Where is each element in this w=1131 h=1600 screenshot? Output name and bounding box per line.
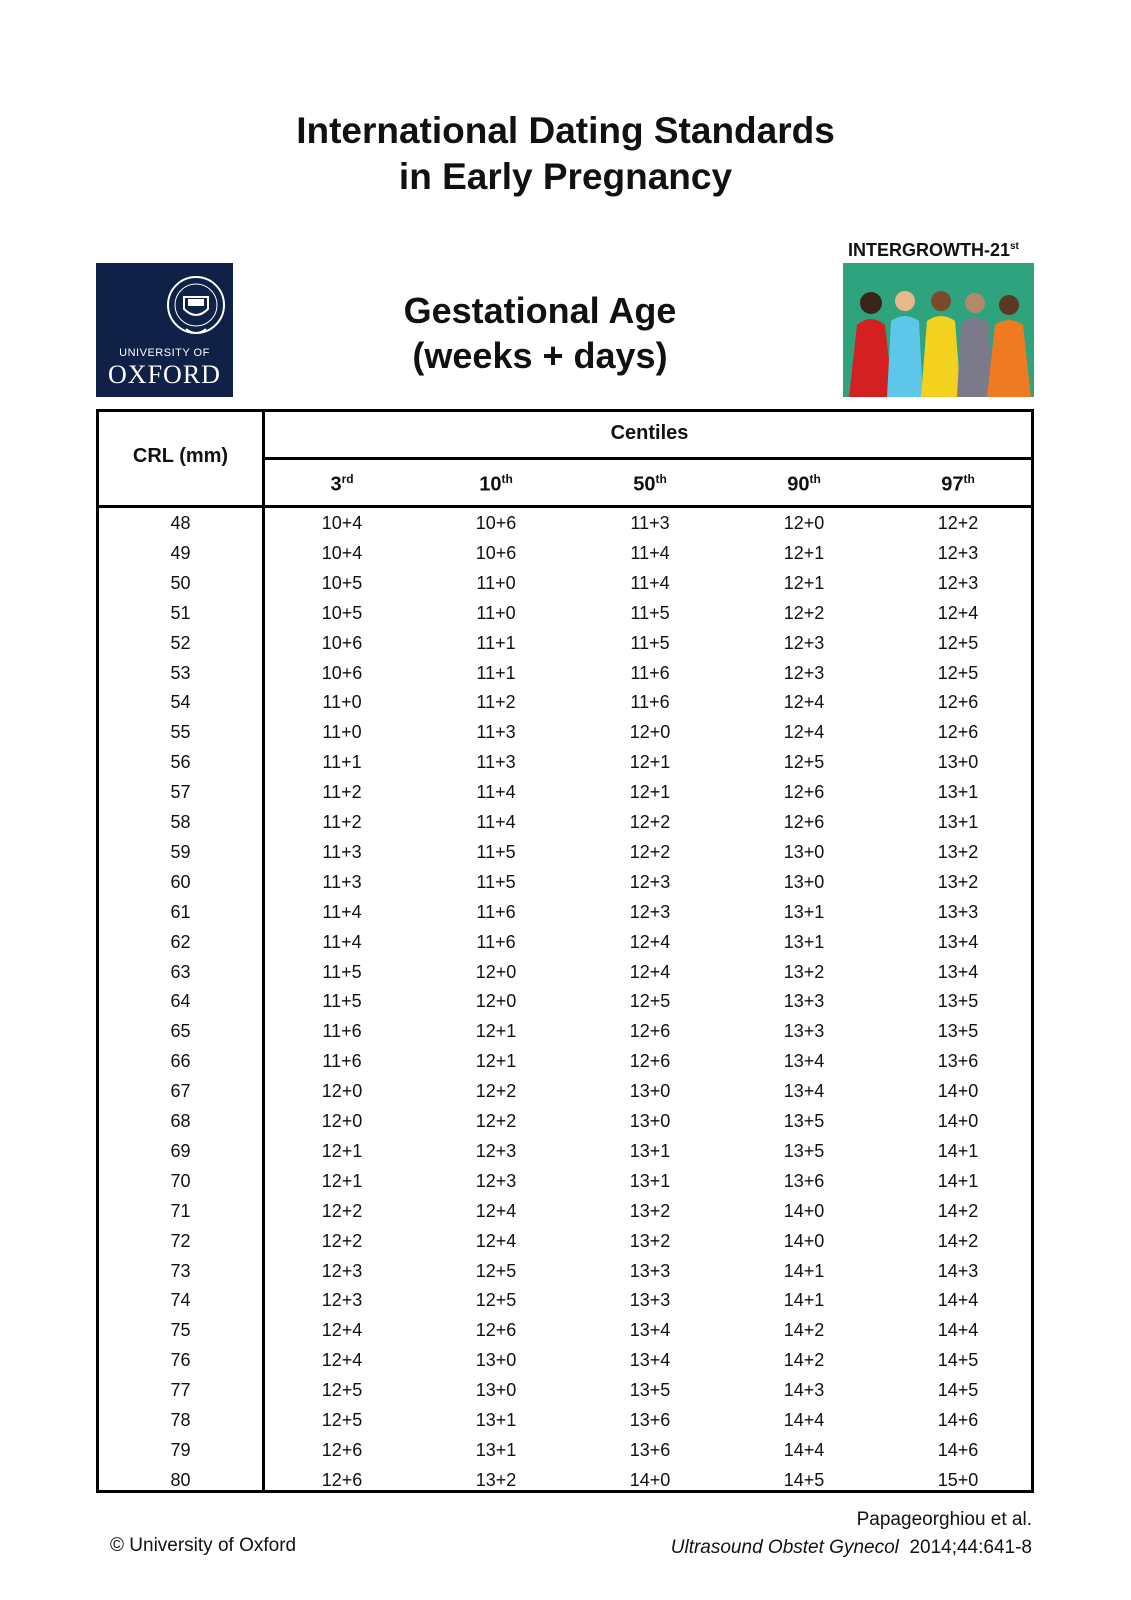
gestational-age-value: 12+5 bbox=[321, 1410, 363, 1430]
gestational-age-value: 14+1 bbox=[783, 1260, 825, 1281]
gestational-age-value: 12+1 bbox=[783, 572, 825, 593]
gestational-age-value: 13+0 bbox=[937, 752, 979, 773]
journal-citation: 2014;44:641-8 bbox=[909, 1537, 1032, 1558]
logo-univ-text: UNIVERSITY OF bbox=[119, 347, 210, 359]
gestational-age-value: 12+6 bbox=[629, 1051, 671, 1072]
gestational-age-value: 10+6 bbox=[475, 513, 517, 533]
gestational-age-value: 14+4 bbox=[783, 1439, 825, 1460]
gestational-age-value: 10+5 bbox=[321, 602, 363, 623]
gestational-age-value: 11+4 bbox=[476, 812, 516, 832]
gestational-age-value: 14+0 bbox=[783, 1200, 825, 1221]
gestational-age-value: 10+5 bbox=[321, 572, 363, 593]
gestational-age-value: 14+1 bbox=[783, 1290, 825, 1311]
gestational-age-value: 13+5 bbox=[629, 1380, 671, 1401]
gestational-age-value: 14+0 bbox=[937, 1111, 979, 1131]
gestational-age-value: 14+1 bbox=[937, 1140, 979, 1161]
gestational-age-value: 12+2 bbox=[629, 841, 671, 862]
gestational-age-value: 14+3 bbox=[783, 1380, 825, 1401]
gestational-age-value: 12+0 bbox=[321, 1111, 363, 1131]
crl-value: 53 bbox=[170, 662, 191, 683]
gestational-age-value: 12+1 bbox=[783, 542, 825, 563]
gestational-age-value: 12+5 bbox=[321, 1380, 363, 1401]
gestational-age-value: 12+2 bbox=[475, 1081, 517, 1102]
gestational-age-value: 12+2 bbox=[321, 1230, 363, 1251]
gestational-age-value: 12+3 bbox=[937, 572, 979, 593]
gestational-age-value: 12+4 bbox=[629, 931, 671, 952]
gestational-age-value: 11+5 bbox=[630, 602, 670, 623]
intergrowth-women-illustration bbox=[843, 263, 1034, 397]
gestational-age-value: 14+3 bbox=[937, 1260, 979, 1281]
gestational-age-value: 12+0 bbox=[321, 1081, 363, 1102]
gestational-age-value: 13+1 bbox=[475, 1439, 517, 1460]
gestational-age-value: 13+0 bbox=[475, 1350, 517, 1371]
crl-value: 60 bbox=[170, 871, 191, 892]
gestational-age-value: 13+0 bbox=[475, 1380, 517, 1401]
gestational-age-value: 12+1 bbox=[629, 752, 671, 773]
gestational-age-value: 11+1 bbox=[476, 662, 516, 683]
crl-value: 64 bbox=[170, 991, 191, 1012]
crl-value: 54 bbox=[170, 692, 191, 713]
gestational-age-value: 13+4 bbox=[783, 1051, 825, 1072]
gestational-age-value: 12+3 bbox=[937, 542, 979, 563]
gestational-age-value: 12+3 bbox=[783, 632, 825, 653]
gestational-age-value: 14+2 bbox=[783, 1350, 825, 1371]
title-line-1: International Dating Standards bbox=[296, 110, 835, 151]
gestational-age-value: 11+1 bbox=[322, 752, 362, 773]
gestational-age-value: 10+4 bbox=[321, 513, 363, 533]
gestational-age-value: 13+3 bbox=[937, 901, 979, 922]
gestational-age-value: 12+3 bbox=[475, 1170, 517, 1191]
gestational-age-value: 14+6 bbox=[937, 1439, 979, 1460]
gestational-age-value: 11+5 bbox=[476, 841, 516, 862]
gestational-age-value: 13+6 bbox=[937, 1051, 979, 1072]
gestational-age-value: 11+3 bbox=[322, 871, 362, 892]
gestational-age-value: 11+5 bbox=[322, 991, 362, 1012]
gestational-age-value: 10+6 bbox=[321, 632, 363, 653]
gestational-age-value: 12+2 bbox=[475, 1111, 517, 1131]
crl-value: 63 bbox=[170, 961, 191, 982]
gestational-age-value: 14+0 bbox=[783, 1230, 825, 1251]
gestational-age-value: 11+3 bbox=[476, 752, 516, 773]
centile-header-97th: 97th bbox=[941, 472, 975, 496]
gestational-age-value: 11+3 bbox=[630, 513, 670, 533]
crl-value: 58 bbox=[170, 812, 191, 832]
gestational-age-value: 13+5 bbox=[783, 1140, 825, 1161]
gestational-age-value: 11+4 bbox=[322, 901, 362, 922]
gestational-age-value: 13+4 bbox=[629, 1320, 671, 1341]
gestational-age-value: 14+0 bbox=[629, 1469, 671, 1490]
gestational-age-value: 12+6 bbox=[629, 1021, 671, 1042]
gestational-age-value: 14+4 bbox=[937, 1290, 979, 1311]
gestational-age-value: 11+4 bbox=[630, 542, 670, 563]
gestational-age-value: 12+4 bbox=[629, 961, 671, 982]
gestational-age-value: 12+6 bbox=[937, 722, 979, 743]
gestational-age-value: 12+5 bbox=[475, 1260, 517, 1281]
gestational-age-value: 12+6 bbox=[321, 1469, 363, 1490]
gestational-age-value: 11+1 bbox=[476, 632, 516, 653]
gestational-age-value: 11+6 bbox=[630, 662, 670, 683]
subtitle bbox=[380, 288, 700, 378]
centiles-group-header: Centiles bbox=[610, 422, 689, 444]
gestational-age-value: 12+3 bbox=[629, 871, 671, 892]
gestational-age-value: 13+4 bbox=[783, 1081, 825, 1102]
page-title bbox=[0, 108, 1131, 200]
gestational-age-value: 13+1 bbox=[783, 901, 825, 922]
gestational-age-value: 11+6 bbox=[630, 692, 670, 713]
crl-value: 49 bbox=[170, 542, 191, 563]
intergrowth-label bbox=[848, 240, 1019, 261]
gestational-age-value: 13+0 bbox=[783, 871, 825, 892]
crl-value: 68 bbox=[170, 1111, 191, 1131]
gestational-age-value: 11+6 bbox=[322, 1051, 362, 1072]
gestational-age-value: 12+1 bbox=[475, 1051, 517, 1072]
gestational-age-value: 12+6 bbox=[321, 1439, 363, 1460]
gestational-age-value: 12+2 bbox=[783, 602, 825, 623]
subtitle-line-2: (weeks + days) bbox=[412, 335, 668, 376]
centile-header-10th: 10th bbox=[479, 472, 513, 496]
gestational-age-value: 13+2 bbox=[937, 871, 979, 892]
gestational-age-value: 12+3 bbox=[783, 662, 825, 683]
gestational-age-value: 11+5 bbox=[322, 961, 362, 982]
gestational-age-value: 13+6 bbox=[629, 1439, 671, 1460]
gestational-age-value: 13+2 bbox=[937, 841, 979, 862]
gestational-age-value: 12+2 bbox=[321, 1200, 363, 1221]
centile-header-3rd: 3rd bbox=[330, 472, 354, 496]
oxford-logo bbox=[96, 263, 233, 397]
gestational-age-value: 13+2 bbox=[629, 1230, 671, 1251]
gestational-age-value: 11+4 bbox=[630, 572, 670, 593]
crl-value: 75 bbox=[170, 1320, 191, 1341]
gestational-age-value: 12+5 bbox=[937, 662, 979, 683]
gestational-age-value: 13+5 bbox=[783, 1111, 825, 1131]
crl-value: 80 bbox=[170, 1469, 191, 1490]
gestational-age-value: 12+0 bbox=[629, 722, 671, 743]
gestational-age-value: 11+3 bbox=[476, 722, 516, 743]
gestational-age-value: 13+1 bbox=[937, 812, 979, 832]
gestational-age-value: 12+3 bbox=[321, 1290, 363, 1311]
crl-value: 65 bbox=[170, 1021, 191, 1042]
intergrowth-label-sup: st bbox=[1010, 241, 1019, 252]
gestational-age-value: 10+4 bbox=[321, 542, 363, 563]
gestational-age-value: 11+2 bbox=[322, 782, 362, 803]
gestational-age-value: 14+5 bbox=[937, 1380, 979, 1401]
crl-value: 70 bbox=[170, 1170, 191, 1191]
gestational-age-value: 14+6 bbox=[937, 1410, 979, 1430]
gestational-age-value: 14+5 bbox=[783, 1469, 825, 1490]
gestational-age-value: 11+6 bbox=[476, 901, 516, 922]
gestational-age-value: 13+6 bbox=[629, 1410, 671, 1430]
gestational-age-value: 12+3 bbox=[321, 1260, 363, 1281]
gestational-age-value: 12+4 bbox=[475, 1230, 517, 1251]
crl-value: 48 bbox=[170, 513, 191, 533]
gestational-age-value: 12+4 bbox=[783, 692, 825, 713]
gestational-age-value: 12+6 bbox=[783, 782, 825, 803]
gestational-age-value: 13+3 bbox=[783, 1021, 825, 1042]
gestational-age-value: 13+5 bbox=[937, 1021, 979, 1042]
gestational-age-value: 12+4 bbox=[475, 1200, 517, 1221]
crl-value: 66 bbox=[170, 1051, 191, 1072]
gestational-age-value: 12+2 bbox=[937, 513, 979, 533]
gestational-age-value: 11+3 bbox=[322, 841, 362, 862]
gestational-age-value: 11+0 bbox=[322, 692, 362, 713]
gestational-age-value: 13+5 bbox=[937, 991, 979, 1012]
crl-value: 52 bbox=[170, 632, 191, 653]
oxford-crest-icon bbox=[96, 263, 233, 347]
crl-value: 59 bbox=[170, 841, 191, 862]
gestational-age-value: 13+3 bbox=[629, 1290, 671, 1311]
gestational-age-value: 14+1 bbox=[937, 1170, 979, 1191]
gestational-age-value: 12+2 bbox=[629, 812, 671, 832]
gestational-age-value: 12+5 bbox=[783, 752, 825, 773]
gestational-age-value: 11+0 bbox=[322, 722, 362, 743]
gestational-age-value: 14+4 bbox=[783, 1410, 825, 1430]
gestational-age-value: 14+2 bbox=[783, 1320, 825, 1341]
gestational-age-value: 12+1 bbox=[475, 1021, 517, 1042]
gestational-age-value: 13+4 bbox=[937, 961, 979, 982]
crl-value: 71 bbox=[170, 1200, 191, 1221]
crl-column-header: CRL (mm) bbox=[132, 445, 229, 467]
gestational-age-value: 13+1 bbox=[629, 1140, 671, 1161]
gestational-age-value: 11+2 bbox=[476, 692, 516, 713]
gestational-age-value: 12+5 bbox=[629, 991, 671, 1012]
gestational-age-value: 11+0 bbox=[476, 572, 516, 593]
gestational-age-value: 12+4 bbox=[937, 602, 979, 623]
gestational-age-value: 12+6 bbox=[783, 812, 825, 832]
gestational-age-value: 11+2 bbox=[322, 812, 362, 832]
gestational-age-value: 13+1 bbox=[783, 931, 825, 952]
gestational-age-value: 14+2 bbox=[937, 1200, 979, 1221]
crl-value: 56 bbox=[170, 752, 191, 773]
crl-value: 77 bbox=[170, 1380, 191, 1401]
gestational-age-value: 12+6 bbox=[937, 692, 979, 713]
gestational-age-value: 13+2 bbox=[783, 961, 825, 982]
gestational-age-value: 13+4 bbox=[937, 931, 979, 952]
centile-header-90th: 90th bbox=[787, 472, 821, 496]
gestational-age-value: 13+2 bbox=[629, 1200, 671, 1221]
gestational-age-value: 12+5 bbox=[475, 1290, 517, 1311]
crl-value: 74 bbox=[170, 1290, 191, 1311]
logo-name-text: OXFORD bbox=[108, 360, 221, 389]
crl-value: 50 bbox=[170, 572, 191, 593]
gestational-age-value: 12+0 bbox=[783, 513, 825, 533]
citation-journal bbox=[671, 1537, 1032, 1559]
crl-value: 72 bbox=[170, 1230, 191, 1251]
gestational-age-value: 11+0 bbox=[476, 602, 516, 623]
gestational-age-value: 14+5 bbox=[937, 1350, 979, 1371]
gestational-age-value: 11+4 bbox=[322, 931, 362, 952]
intergrowth-label-text: INTERGROWTH-21 bbox=[848, 240, 1010, 260]
centile-header-50th: 50th bbox=[633, 472, 667, 496]
gestational-age-value: 12+5 bbox=[937, 632, 979, 653]
gestational-age-value: 13+0 bbox=[629, 1111, 671, 1131]
subtitle-line-1: Gestational Age bbox=[403, 290, 677, 331]
crl-value: 79 bbox=[170, 1439, 191, 1460]
gestational-age-value: 11+5 bbox=[476, 871, 516, 892]
gestational-age-value: 13+3 bbox=[629, 1260, 671, 1281]
gestational-age-value: 12+6 bbox=[475, 1320, 517, 1341]
gestational-age-value: 12+4 bbox=[321, 1350, 363, 1371]
crl-value: 73 bbox=[170, 1260, 191, 1281]
gestational-age-value: 10+6 bbox=[475, 542, 517, 563]
gestational-age-value: 11+6 bbox=[476, 931, 516, 952]
gestational-age-value: 12+1 bbox=[321, 1170, 363, 1191]
gestational-age-value: 13+0 bbox=[783, 841, 825, 862]
journal-name: Ultrasound Obstet Gynecol bbox=[670, 1537, 899, 1558]
gestational-age-value: 11+4 bbox=[476, 782, 516, 803]
gestational-age-value: 13+0 bbox=[629, 1081, 671, 1102]
gestational-age-value: 14+0 bbox=[937, 1081, 979, 1102]
gestational-age-value: 12+0 bbox=[475, 991, 517, 1012]
crl-value: 67 bbox=[170, 1081, 191, 1102]
gestational-age-value: 13+3 bbox=[783, 991, 825, 1012]
copyright: © University of Oxford bbox=[110, 1535, 297, 1556]
gestational-age-value: 13+1 bbox=[937, 782, 979, 803]
gestational-age-value: 12+3 bbox=[629, 901, 671, 922]
crl-value: 69 bbox=[170, 1140, 191, 1161]
crl-value: 55 bbox=[170, 722, 191, 743]
crl-value: 61 bbox=[170, 901, 191, 922]
title-line-2: in Early Pregnancy bbox=[398, 156, 733, 197]
gestational-age-value: 11+5 bbox=[630, 632, 670, 653]
gestational-age-value: 12+4 bbox=[321, 1320, 363, 1341]
gestational-age-value: 13+1 bbox=[629, 1170, 671, 1191]
gestational-age-value: 12+1 bbox=[629, 782, 671, 803]
gestational-age-value: 11+6 bbox=[322, 1021, 362, 1042]
gestational-age-value: 13+4 bbox=[629, 1350, 671, 1371]
crl-value: 76 bbox=[170, 1350, 191, 1371]
gestational-age-value: 10+6 bbox=[321, 662, 363, 683]
crl-value: 78 bbox=[170, 1410, 191, 1430]
gestational-age-value: 12+3 bbox=[475, 1140, 517, 1161]
gestational-age-value: 12+0 bbox=[475, 961, 517, 982]
crl-value: 57 bbox=[170, 782, 191, 803]
gestational-age-value: 14+2 bbox=[937, 1230, 979, 1251]
gestational-age-value: 13+2 bbox=[475, 1469, 517, 1490]
gestational-age-value: 13+6 bbox=[783, 1170, 825, 1191]
gestational-age-value: 12+1 bbox=[321, 1140, 363, 1161]
crl-value: 51 bbox=[170, 602, 191, 623]
crl-value: 62 bbox=[170, 931, 191, 952]
gestational-age-value: 15+0 bbox=[937, 1469, 979, 1490]
gestational-age-value: 12+4 bbox=[783, 722, 825, 743]
citation-author: Papageorghiou et al. bbox=[856, 1509, 1032, 1530]
table-divider-centiles bbox=[262, 457, 1034, 460]
gestational-age-value: 14+4 bbox=[937, 1320, 979, 1341]
gestational-age-value: 13+1 bbox=[475, 1410, 517, 1430]
